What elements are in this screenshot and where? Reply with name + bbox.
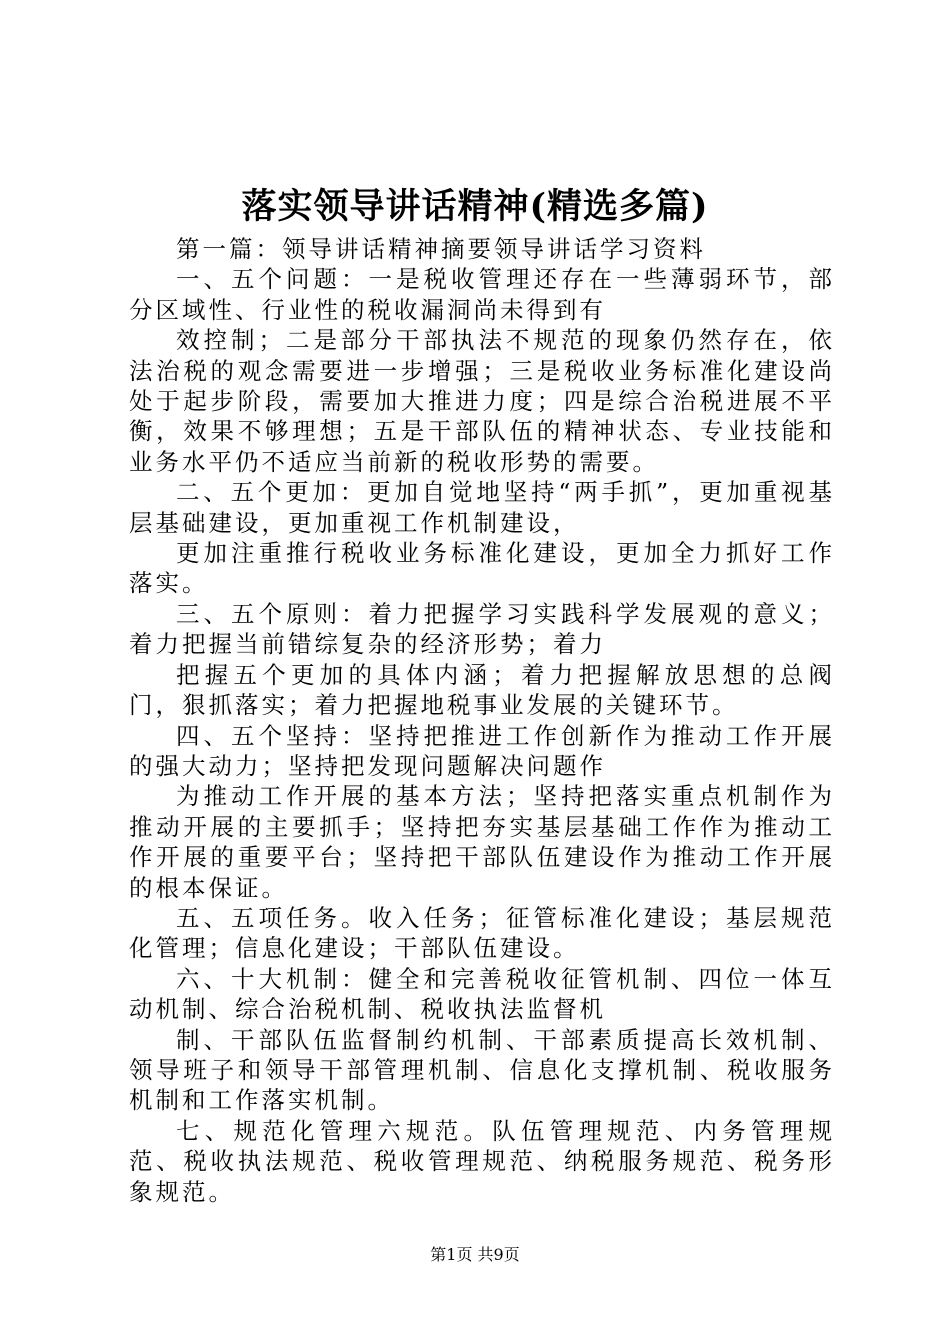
- paragraph: 七、规范化管理六规范。队伍管理规范、内务管理规范、税收执法规范、税收管理规范、纳税服务规范、税务形象规范。: [129, 1116, 835, 1206]
- paragraph: 把握五个更加的具体内涵；着力把握解放思想的总阀门，狠抓落实；着力把握地税事业发展的关键环节。: [129, 660, 835, 720]
- paragraph: 四、五个坚持：坚持把推进工作创新作为推动工作开展的强大动力；坚持把发现问题解决问题作: [129, 721, 835, 780]
- document-body: [129, 234, 835, 1207]
- paragraph: 二、五个更加：更加自觉地坚持“两手抓”，更加重视基层基础建设，更加重视工作机制建设，: [129, 478, 835, 537]
- paragraph: 三、五个原则：着力把握学习实践科学发展观的意义；着力把握当前错综复杂的经济形势；着力: [129, 599, 835, 659]
- paragraph: 第一篇：领导讲话精神摘要领导讲话学习资料: [176, 235, 706, 263]
- paragraph: 六、十大机制：健全和完善税收征管机制、四位一体互动机制、综合治税机制、税收执法监督机: [129, 964, 835, 1024]
- paragraph: 为推动工作开展的基本方法；坚持把落实重点机制作为推动开展的主要抓手；坚持把夯实基层基础工作作为推动工作开展的重要平台；坚持把干部队伍建设作为推动工作开展的根本保证。: [129, 782, 835, 902]
- paragraph: 一、五个问题：一是税收管理还存在一些薄弱环节，部分区域性、行业性的税收漏洞尚未得到有: [129, 265, 835, 324]
- page-indicator: 第1页 共9页: [430, 1245, 520, 1264]
- paragraph: 效控制；二是部分干部执法不规范的现象仍然存在，依法治税的观念需要进一步增强；三是税收业务标准化建设尚处于起步阶段，需要加大推进力度；四是综合治税进展不平衡，效果不够理想；五是干部队伍的精神状态、专业技能和业务水平仍不适应当前新的税收形势的需要。: [129, 326, 835, 476]
- paragraph: 制、干部队伍监督制约机制、干部素质提高长效机制、领导班子和领导干部管理机制、信息化支撑机制、税收服务机制和工作落实机制。: [129, 1025, 835, 1115]
- paragraph: 五、五项任务。收入任务；征管标准化建设；基层规范化管理；信息化建设；干部队伍建设。: [129, 903, 835, 963]
- document-title: 落实领导讲话精神(精选多篇): [241, 186, 709, 227]
- paragraph: 更加注重推行税收业务标准化建设，更加全力抓好工作落实。: [129, 539, 835, 598]
